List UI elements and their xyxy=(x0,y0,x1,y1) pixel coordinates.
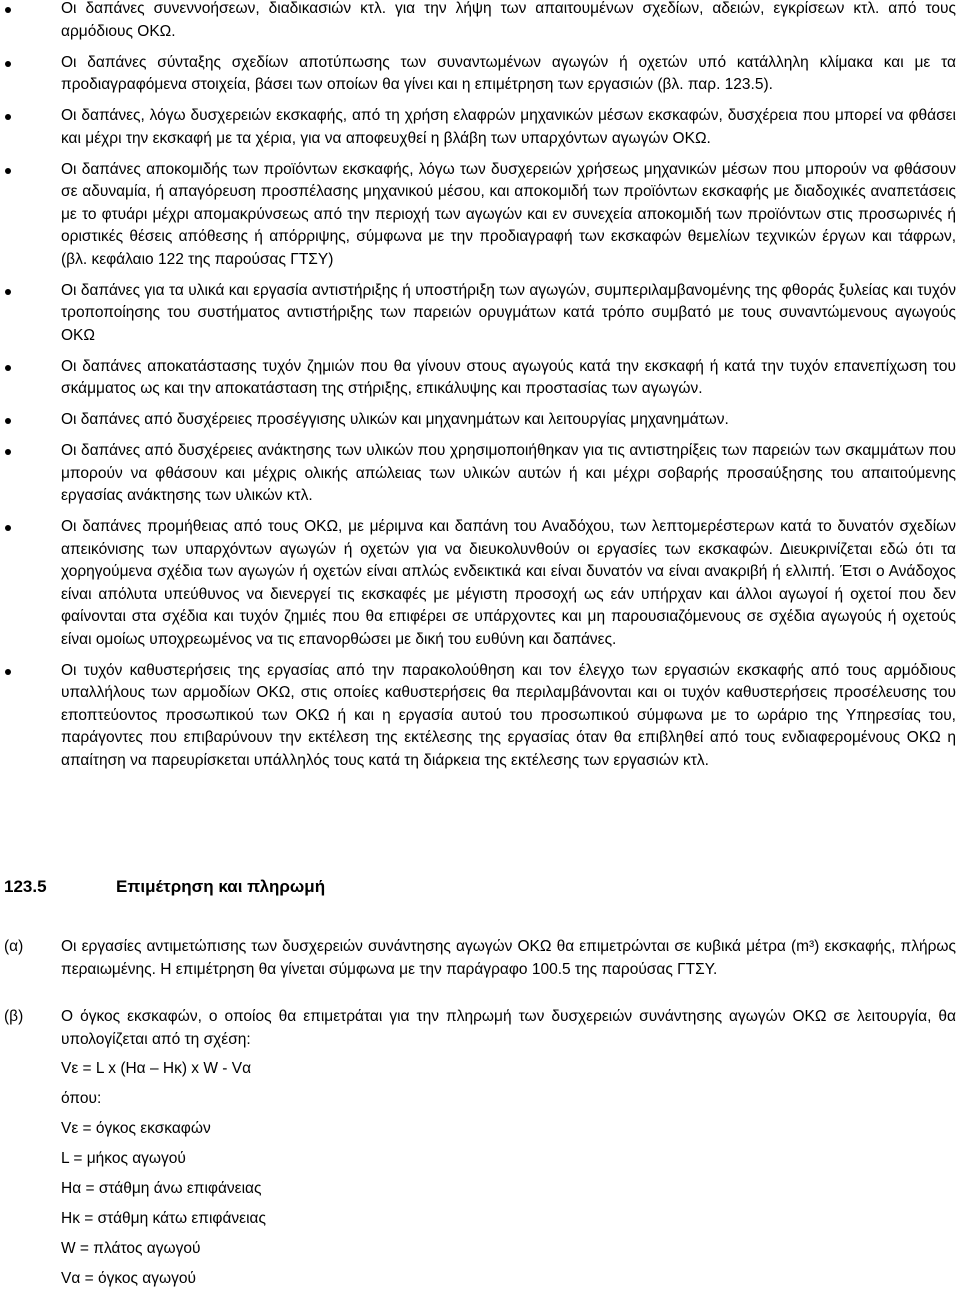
formula-definition: Vα = όγκος αγωγού xyxy=(61,1270,196,1287)
formula-definition: Hα = στάθμη άνω επιφάνειας xyxy=(61,1180,262,1197)
paragraph-text: Ο όγκος εκσκαφών, ο οποίος θα επιμετράται για την πληρωμή των δυσχερειών συνάντησης αγωγών ΟΚΩ σε λειτουργία, θα υπολογίζεται από τη σχέση: xyxy=(61,1008,956,1048)
list-item xyxy=(0,409,960,432)
section-title: Επιμέτρηση και πληρωμή xyxy=(116,877,326,896)
formula-definition: W = πλάτος αγωγού xyxy=(61,1240,201,1257)
formula-definition: Vε = όγκος εκσκαφών xyxy=(61,1120,211,1137)
list-item-text: Οι δαπάνες από δυσχέρειες ανάκτησης των υλικών που χρησιμοποιήθηκαν για τις αντιστηρίξεις των παρειών των σκαμμάτων που μπορούν να φθάσουν και μέχρις ολικής απώλειας των υλικών αυτών ή και μέχρι σοβαρής προσαύξησης του απαιτούμενης εργασίας ανάκτησης των υλικών κτλ. xyxy=(61,442,956,504)
list-item-text: Οι δαπάνες, λόγω δυσχερειών εκσκαφής, από τη χρήση ελαφρών μηχανικών μέσων εκσκαφών, δυσχέρεια που μπορεί να φθάσει και μέχρι την εκσκαφή με τα χέρια, για να αποφευχθεί η βλάβη των υπαρχόντων αγωγών ΟΚΩ. xyxy=(61,107,956,147)
section-heading xyxy=(4,876,325,898)
list-item xyxy=(0,280,960,348)
list-item xyxy=(0,660,960,773)
bullet-dot-icon xyxy=(5,114,11,120)
bullet-dot-icon xyxy=(5,525,11,531)
bullet-dot-icon xyxy=(5,449,11,455)
formula-definition: Hκ = στάθμη κάτω επιφάνειας xyxy=(61,1210,266,1227)
bullet-dot-icon xyxy=(5,61,11,67)
formula-definition: L = μήκος αγωγού xyxy=(61,1150,186,1167)
bullet-dot-icon xyxy=(5,669,11,675)
bullet-dot-icon xyxy=(5,289,11,295)
list-item-text: Οι δαπάνες προμήθειας από τους ΟΚΩ, με μέριμνα και δαπάνη του Αναδόχου, των λεπτομερέστερων κατά το δυνατόν σχεδίων απεικόνισης των υπαρχόντων αγωγών ή οχετών για να διευκολυνθούν οι εργασίες των εκσκαφών. Διευκρινίζεται εδώ ότι τα χορηγούμενα σχέδια των αγωγών ή οχετών είναι απλώς ενδεικτικά και είναι δυνατόν να είναι ανακριβή ή ελλιπή. Έτσι ο Ανάδοχος είναι απόλυτα υπεύθυνος να διενεργεί τις εκσκαφές με μέγιστη προσοχή ως εάν υπήρχαν και άλλοι αγωγοί ή οχετοί που δεν φαίνονται στα σχέδια και τυχόν ζημιές που θα επιφέρει σε υπάρχοντες και μη παρουσιαζόμενους σε σχέδια αγωγούς ή οχετούς είναι ομοίως υποχρεωμένος να τις επανορθώσει με δική του ευθύνη και δαπάνες. xyxy=(61,518,956,648)
list-item-text: Οι δαπάνες αποκομιδής των προϊόντων εκσκαφής, λόγω των δυσχερειών χρήσεως μηχανικών μέσων που μπορούν να φθάσουν σε αδυναμία, ή απαγόρευση προσπέλασης μηχανικού μέσου, και αποκομιδή των προϊόντων εκσκαφής με διαδοχικές αναπετάσεις με το φτυάρι μέχρι απομακρύνσεως από την περιοχή των αγωγών και εν συνεχεία αποκομιδή των προϊόντων στις προσωρινές ή οριστικές θέσεις απόθεσης ή απόρριψης, σύμφωνα με την προδιαγραφή των εκσκαφών θεμελίων τεχνικών έργων και τάφρων, (βλ. κεφάλαιο 122 της παρούσας ΓΤΣΥ) xyxy=(61,160,956,268)
list-item xyxy=(0,440,960,508)
paragraph-b xyxy=(0,1006,960,1051)
formula-where: όπου: xyxy=(61,1090,102,1107)
list-item xyxy=(0,52,960,97)
paragraph-marker: (α) xyxy=(4,938,24,955)
list-item-text: Οι δαπάνες σύνταξης σχεδίων αποτύπωσης των συναντωμένων αγωγών ή οχετών υπό κατάλληλη κλίμακα και με τα προδιαγραφόμενα στοιχεία, βάσει των οποίων θα γίνει και η επιμέτρηση των εργασιών (βλ. παρ. 123.5). xyxy=(61,53,956,93)
list-item-text: Οι δαπάνες συνεννοήσεων, διαδικασιών κτλ. για την λήψη των απαιτουμένων σχεδίων, αδειών, εγκρίσεων κτλ. από τους αρμόδιους ΟΚΩ. xyxy=(61,0,956,40)
list-item-text: Οι δαπάνες αποκατάστασης τυχόν ζημιών που θα γίνουν στους αγωγούς κατά την εκσκαφή ή κατά την τυχόν επανεπίχωση του σκάμματος ως και την αποκατάσταση της στήριξης, επικάλυψης και προστασίας των αγωγών. xyxy=(61,357,956,397)
formula-equation: Vε = L x (Hα – Hκ) x W - Vα xyxy=(61,1060,252,1077)
paragraph-marker: (β) xyxy=(4,1008,24,1025)
list-item xyxy=(0,516,960,651)
list-item xyxy=(0,0,960,43)
paragraph-text: Οι εργασίες αντιμετώπισης των δυσχερειών συνάντησης αγωγών ΟΚΩ θα επιμετρώνται σε κυβικά μέτρα (m³) εκσκαφής, πλήρως περαιωμένης. Η επιμέτρηση θα γίνεται σύμφωνα με την παράγραφο 100.5 της παρούσας ΓΤΣΥ. xyxy=(61,938,956,978)
bullet-dot-icon xyxy=(5,168,11,174)
list-item-text: Οι δαπάνες για τα υλικά και εργασία αντιστήριξης ή υποστήριξη των αγωγών, συμπεριλαμβανομένης της φθοράς ξυλείας και τυχόν τροποποίησης του συστήματος αντιστήριξης των παρειών ορυγμάτων κατά τρόπο συμβατό με τους συναντώμενους αγωγούς ΟΚΩ xyxy=(61,281,956,344)
list-item-text: Οι δαπάνες από δυσχέρειες προσέγγισης υλικών και μηχανημάτων και λειτουργίας μηχανημάτων. xyxy=(61,411,729,428)
list-item-text: Οι τυχόν καθυστερήσεις της εργασίας από την παρακολούθηση και τον έλεγχο των εργασιών εκσκαφής από τους αρμόδιους υπαλλήλους των αρμοδίων ΟΚΩ, στις οποίες καθυστερήσεις θα περιλαμβάνονται και οι τυχόν καθυστερήσεις προσέλευσης του εποπτεύοντος προσωπικού των ΟΚΩ ή και η εργασία αυτού του προσωπικού σύμφωνα με το ωράριο της Υπηρεσίας του, παράγοντες που επιβαρύνουν την εκτέλεση της εκτέλεσης της εργασίας όταν θα επιβληθεί από τους ενδιαφερομένους ΟΚΩ η απαίτηση να παρευρίσκεται υπάλληλός τους κατά τη διάρκεια της εκτέλεσης των εργασιών κτλ. xyxy=(61,661,956,769)
list-item xyxy=(0,105,960,150)
bullet-dot-icon xyxy=(5,7,11,13)
formula-block xyxy=(61,1058,266,1298)
list-item xyxy=(0,159,960,272)
paragraph-a xyxy=(0,936,960,981)
bullet-dot-icon xyxy=(5,365,11,371)
list-item xyxy=(0,356,960,401)
section-number: 123.5 xyxy=(4,877,47,896)
bullet-dot-icon xyxy=(5,418,11,424)
